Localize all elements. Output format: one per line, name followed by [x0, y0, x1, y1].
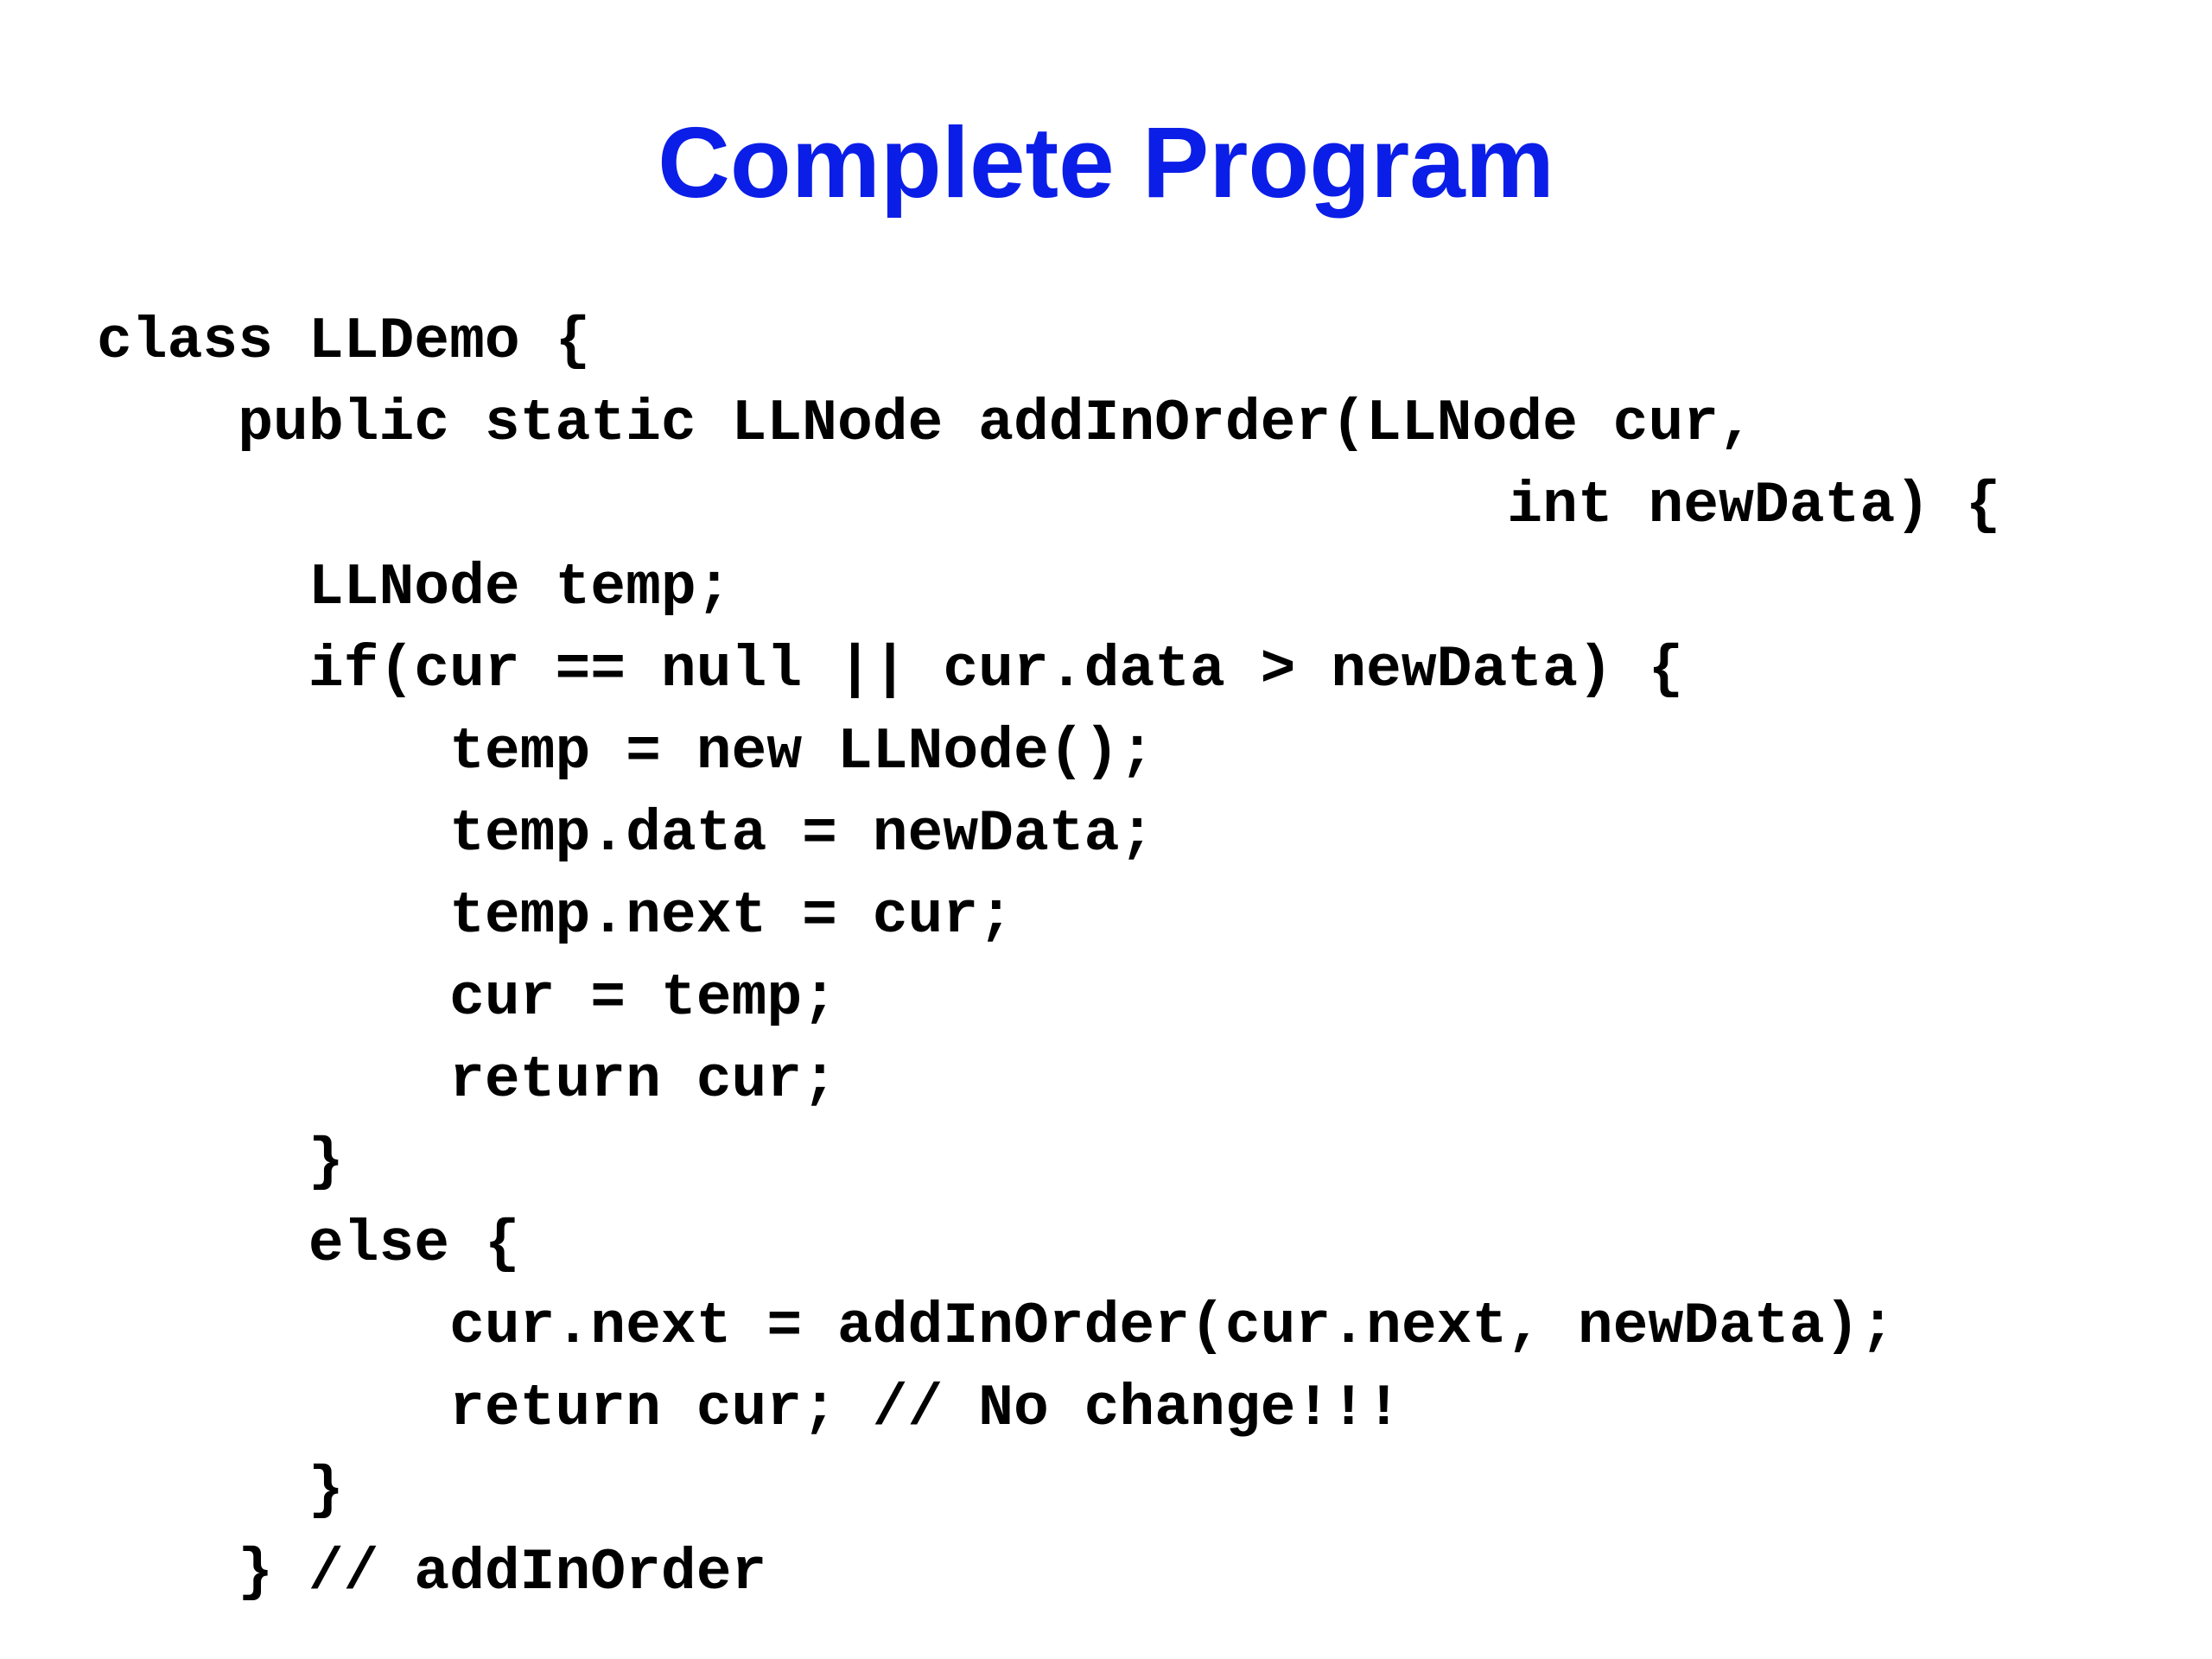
code-line: }: [97, 1458, 344, 1524]
code-line: cur.next = addInOrder(cur.next, newData);: [97, 1294, 1896, 1360]
code-line: else {: [97, 1211, 520, 1278]
code-line: if(cur == null || cur.data > newData) {: [97, 637, 1684, 703]
code-line: public static LLNode addInOrder(LLNode cur,: [97, 391, 1754, 457]
code-line: temp.data = newData;: [97, 801, 1155, 868]
code-line: cur = temp;: [97, 965, 837, 1032]
code-line: int newData) {: [97, 473, 2001, 539]
code-line: return cur; // No change!!!: [97, 1376, 1402, 1442]
code-line: class LLDemo {: [97, 308, 591, 375]
code-block: [97, 301, 2001, 1614]
code-line: temp.next = cur;: [97, 883, 1014, 950]
code-line: } // addInOrder: [97, 1540, 767, 1606]
code-line: return cur;: [97, 1047, 837, 1114]
code-line: LLNode temp;: [97, 555, 732, 621]
code-line: }: [97, 1129, 344, 1196]
code-line: temp = new LLNode();: [97, 719, 1155, 785]
slide-title: Complete Program: [658, 106, 1554, 219]
